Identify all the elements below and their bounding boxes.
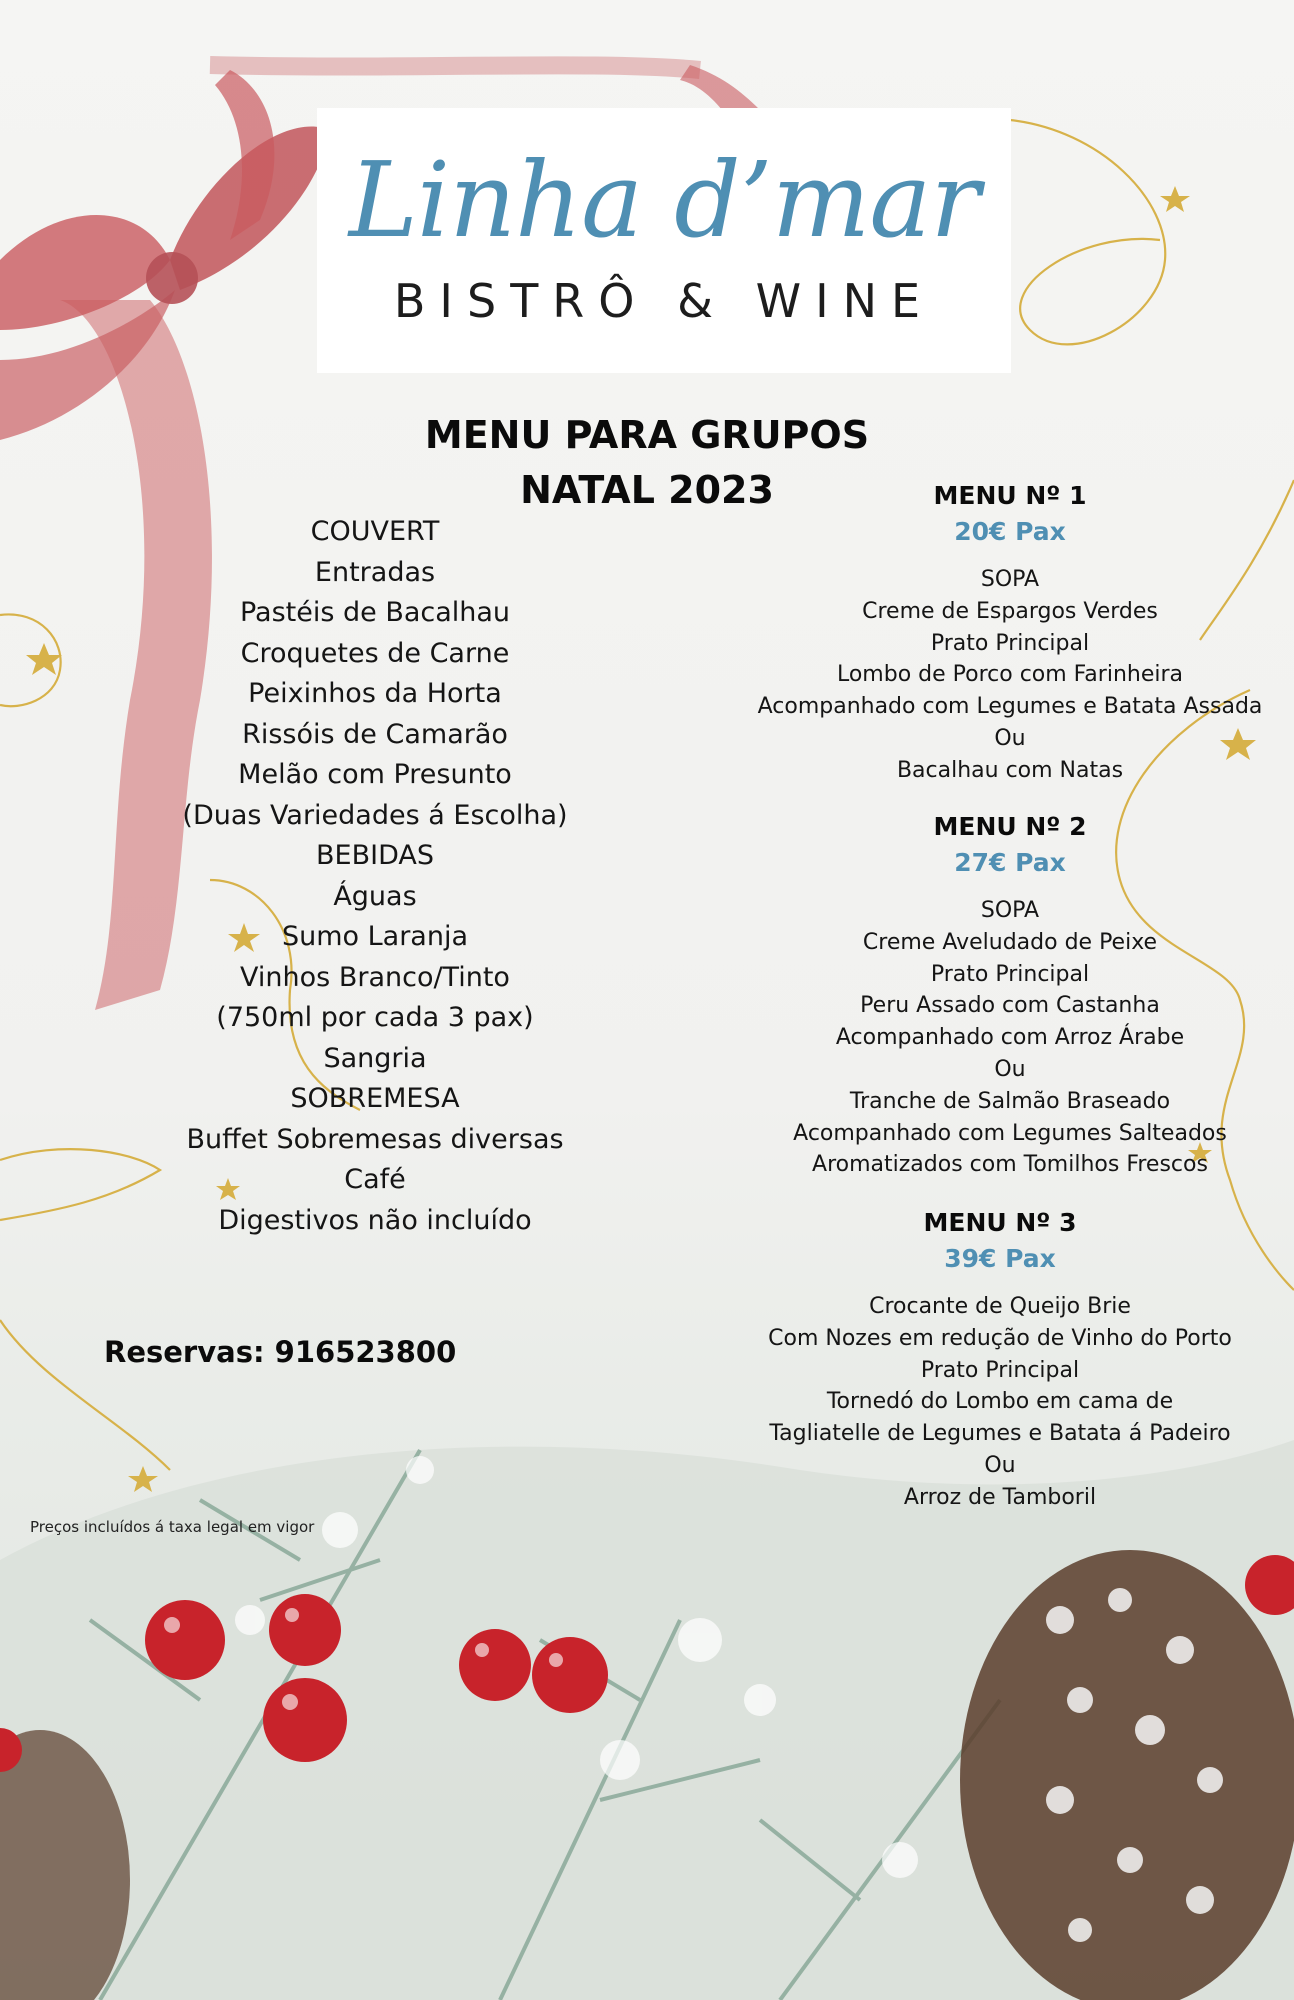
restaurant-logo [317,108,1011,373]
list-item: Entradas [314,556,436,588]
list-item: Prato Principal [930,630,1090,656]
list-item: Ou [994,725,1026,751]
list-item: Tagliatelle de Legumes e Batata á Padeiro [769,1421,1231,1447]
menu-title: MENU Nº 3 [923,1208,1077,1237]
list-item: Peixinhos da Horta [248,678,502,709]
menu-title: MENU Nº 1 [933,481,1087,510]
list-item: Aromatizados com Tomilhos Frescos [812,1152,1208,1178]
list-item: Ou [994,1056,1026,1082]
list-item: Rissóis de Camarão [242,718,508,750]
list-item: COUVERT [310,516,440,547]
list-item: SOPA [980,567,1040,592]
list-item: Melão com Presunto [238,759,512,790]
list-item: Tranche de Salmão Braseado [849,1088,1171,1114]
menu-1 [750,478,1270,787]
list-item: Bacalhau com Natas [896,757,1124,783]
list-item: Prato Principal [930,961,1090,987]
list-item: Lombo de Porco com Farinheira [836,662,1184,688]
list-item: Creme Aveludado de Peixe [862,929,1158,955]
title-line-2: NATAL 2023 [520,468,774,512]
list-item: SOPA [980,898,1040,923]
list-item: Crocante de Queijo Brie [869,1294,1131,1319]
menu-items [750,895,1270,1181]
common-items-list [140,512,610,1241]
list-item: Ou [984,1452,1016,1478]
list-item: (Duas Variedades á Escolha) [182,799,568,831]
list-item: Acompanhado com Arroz Árabe [835,1025,1185,1051]
list-item: Creme de Espargos Verdes [862,598,1158,624]
menu-price: 27€ Pax [954,848,1066,877]
menu-items [750,564,1270,787]
list-item: Peru Assado com Castanha [860,993,1160,1019]
list-item: BEBIDAS [316,840,434,871]
list-item: Buffet Sobremesas diversas [186,1123,564,1155]
list-item: Digestivos não incluído [218,1204,532,1236]
logo-subtitle: BISTRÔ & WINE [393,274,935,328]
tax-footnote: Preços incluídos á taxa legal em vigor [30,1518,315,1536]
list-item: Croquetes de Carne [240,637,510,669]
menu-price: 39€ Pax [944,1244,1056,1273]
list-item: Sumo Laranja [281,921,469,952]
menu-price: 20€ Pax [954,517,1066,546]
list-item: (750ml por cada 3 pax) [216,1002,534,1033]
logo-script-wordmark: Linha d’mar [348,139,980,261]
list-item: Prato Principal [920,1357,1080,1383]
list-item: Tornedó do Lombo em cama de [826,1389,1174,1415]
list-item: Acompanhado com Legumes Salteados [793,1120,1227,1146]
title-line-1: MENU PARA GRUPOS [424,413,870,457]
list-item: Com Nozes em redução de Vinho do Porto [768,1325,1232,1351]
list-item: SOBREMESA [290,1083,460,1114]
list-item: Vinhos Branco/Tinto [240,961,510,993]
menu-title: MENU Nº 2 [933,812,1087,841]
list-item: Café [344,1164,406,1195]
reservations-phone: Reservas: 916523800 [104,1335,457,1369]
list-item: Pastéis de Bacalhau [239,597,511,628]
list-item: Sangria [323,1042,427,1074]
menu-items [740,1291,1260,1514]
menu-2 [750,809,1270,1181]
menu-3 [740,1205,1260,1514]
list-item: Acompanhado com Legumes e Batata Assada [757,694,1263,720]
list-item: Arroz de Tamboril [903,1484,1097,1510]
list-item: Águas [333,880,417,912]
